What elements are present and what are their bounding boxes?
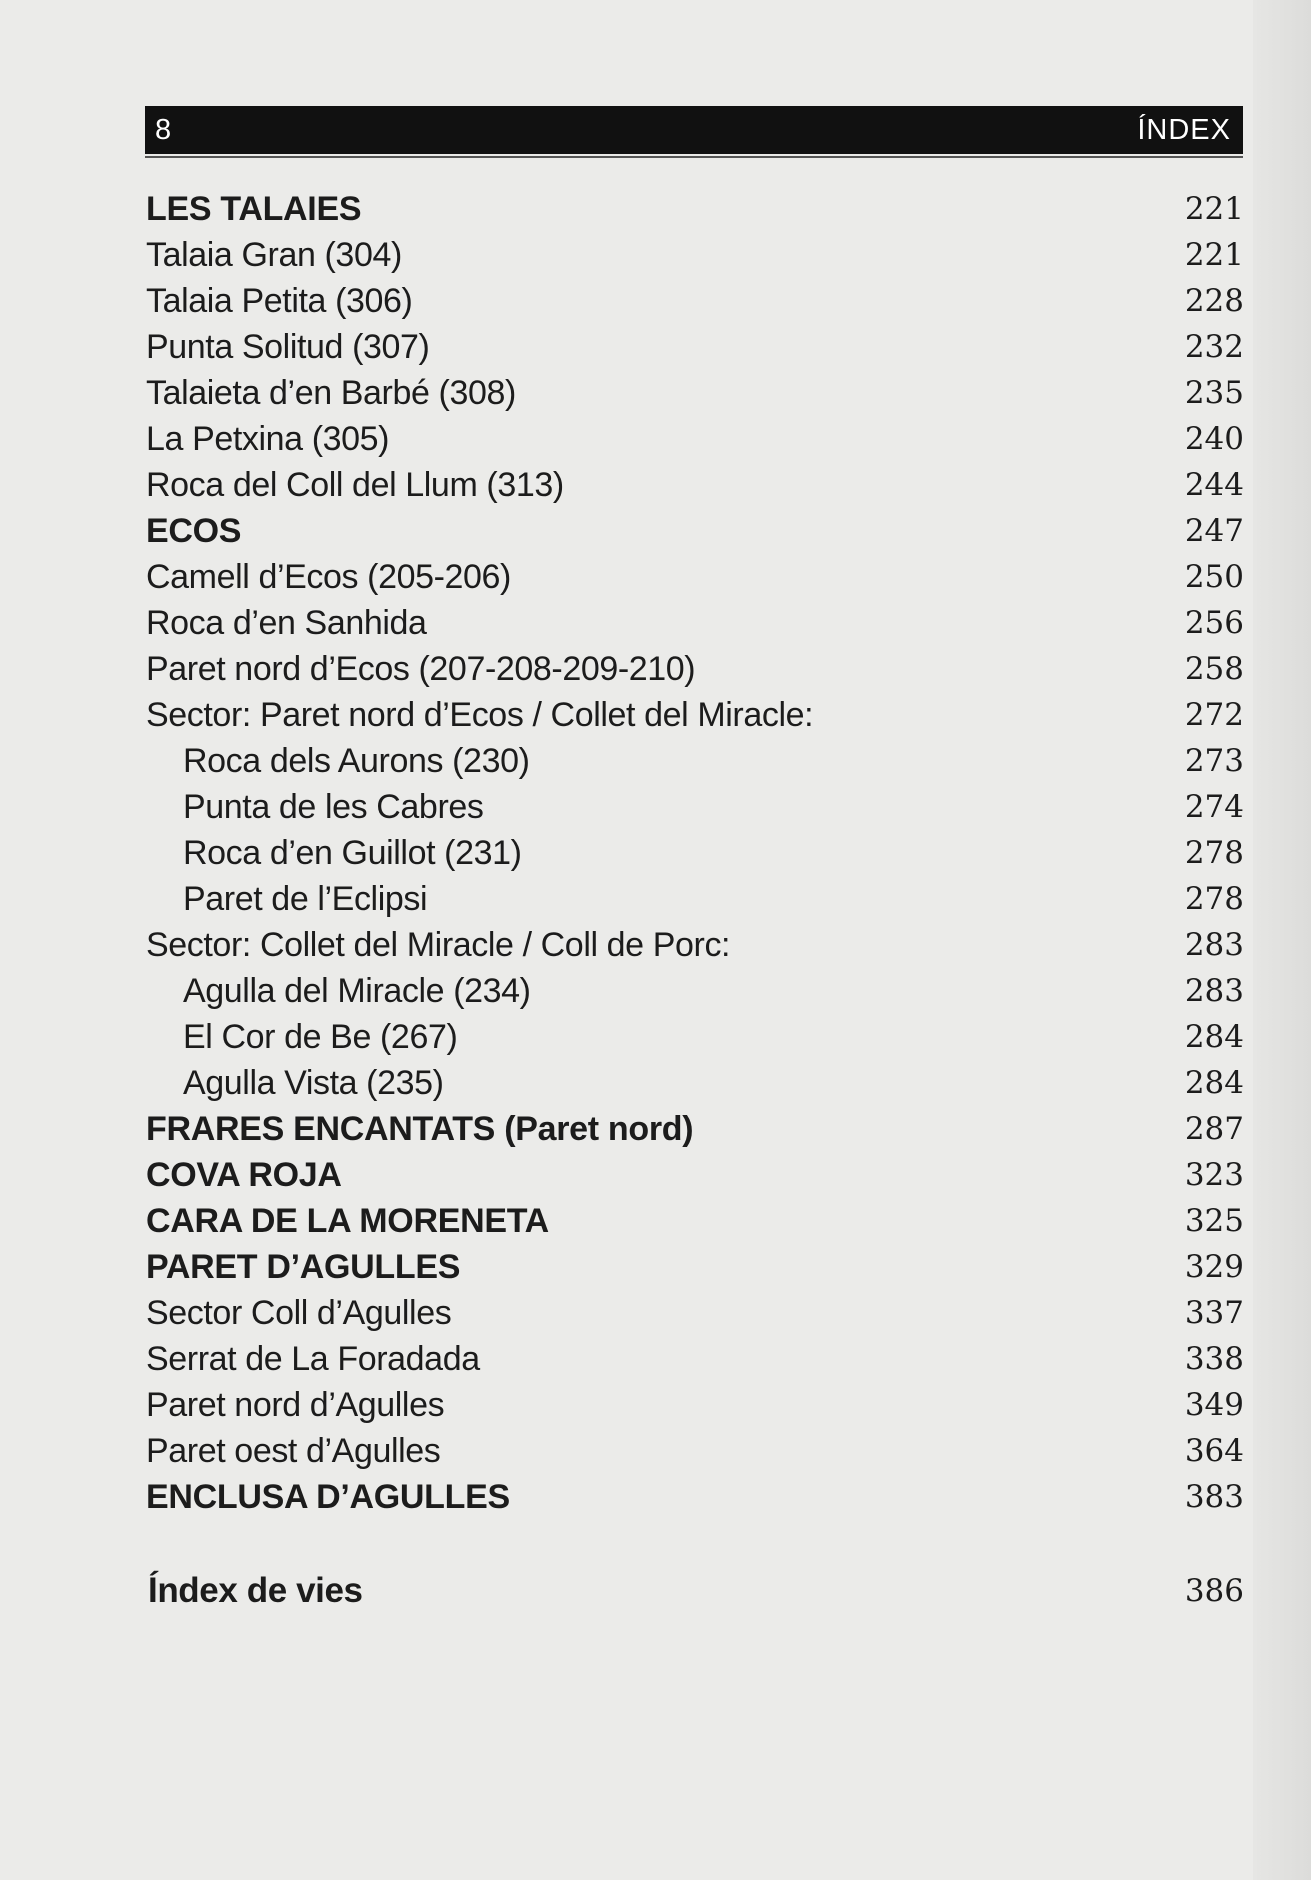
toc-entry[interactable]: [146, 1336, 1246, 1382]
toc-entry-title: LES TALAIES: [146, 190, 362, 228]
page-number: 8: [155, 113, 173, 146]
toc-entry-page: 240: [1184, 421, 1244, 457]
toc-entry[interactable]: [146, 186, 1246, 232]
toc-entry[interactable]: [146, 1014, 1246, 1060]
toc-entry-title: COVA ROJA: [146, 1156, 342, 1194]
toc-entry-title: Camell d’Ecos (205-206): [146, 558, 511, 596]
toc-entry-title: Talaia Gran (304): [146, 236, 402, 274]
index-of-routes-entry: [148, 1568, 1246, 1614]
toc-entry-page: 258: [1184, 651, 1244, 687]
toc-entry-page: 278: [1184, 835, 1244, 871]
toc-entry-title: Roca del Coll del Llum (313): [146, 466, 564, 504]
toc-entry[interactable]: [146, 370, 1246, 416]
toc-entry-page: 323: [1184, 1157, 1244, 1193]
toc-entry-page: 221: [1184, 237, 1244, 273]
toc-entry-title: FRARES ENCANTATS (Paret nord): [146, 1110, 694, 1148]
toc-entry[interactable]: [146, 922, 1246, 968]
toc-entry-page: 283: [1184, 973, 1244, 1009]
table-of-contents: [146, 186, 1246, 1520]
toc-entry-title: Sector: Collet del Miracle / Coll de Porc:: [146, 926, 731, 964]
toc-entry-page: 284: [1184, 1019, 1244, 1055]
toc-entry-page: 283: [1184, 927, 1244, 963]
toc-entry-title: Sector: Paret nord d’Ecos / Collet del Miracle:: [146, 696, 814, 734]
toc-entry-page: 364: [1184, 1433, 1244, 1469]
toc-entry-page: 287: [1184, 1111, 1244, 1147]
toc-entry-page: 250: [1184, 559, 1244, 595]
toc-entry-title: ECOS: [146, 512, 242, 550]
toc-entry-title: La Petxina (305): [146, 420, 390, 458]
toc-entry[interactable]: [146, 1198, 1246, 1244]
toc-entry[interactable]: [146, 738, 1246, 784]
toc-entry-title: Paret nord d’Ecos (207-208-209-210): [146, 650, 696, 688]
toc-entry-page: 256: [1184, 605, 1244, 641]
toc-entry-page: 272: [1184, 697, 1244, 733]
toc-entry[interactable]: [146, 1290, 1246, 1336]
toc-entry[interactable]: [146, 876, 1246, 922]
toc-entry-title: PARET D’AGULLES: [146, 1248, 461, 1286]
toc-entry-page: 221: [1184, 191, 1244, 227]
toc-entry-page: 232: [1184, 329, 1244, 365]
toc-entry[interactable]: [146, 554, 1246, 600]
toc-entry-title: El Cor de Be (267): [183, 1018, 458, 1056]
toc-entry[interactable]: [146, 324, 1246, 370]
toc-entry-title: Paret oest d’Agulles: [146, 1432, 441, 1470]
toc-entry-title: Serrat de La Foradada: [146, 1340, 480, 1378]
toc-entry[interactable]: [146, 830, 1246, 876]
toc-entry[interactable]: [146, 462, 1246, 508]
toc-entry-page: 235: [1184, 375, 1244, 411]
toc-entry-page: 244: [1184, 467, 1244, 503]
toc-entry[interactable]: [146, 1106, 1246, 1152]
header-rule: [145, 156, 1243, 158]
toc-entry-title: Paret de l’Eclipsi: [183, 880, 428, 918]
toc-entry[interactable]: [146, 1152, 1246, 1198]
toc-entry-page: 337: [1184, 1295, 1244, 1331]
toc-entry-page: 386: [1184, 1573, 1244, 1609]
toc-entry-title: Roca d’en Sanhida: [146, 604, 427, 642]
toc-entry-page: 349: [1184, 1387, 1244, 1423]
toc-entry[interactable]: [146, 232, 1246, 278]
toc-entry-title: Punta de les Cabres: [183, 788, 484, 826]
toc-entry[interactable]: [146, 1060, 1246, 1106]
toc-entry[interactable]: [146, 968, 1246, 1014]
toc-entry-page: 383: [1184, 1479, 1244, 1515]
toc-entry[interactable]: [146, 600, 1246, 646]
toc-entry[interactable]: [146, 646, 1246, 692]
toc-entry[interactable]: [146, 278, 1246, 324]
toc-entry-title: Punta Solitud (307): [146, 328, 430, 366]
toc-entry[interactable]: [146, 1474, 1246, 1520]
toc-entry-page: 325: [1184, 1203, 1244, 1239]
toc-entry-title: Agulla del Miracle (234): [183, 972, 531, 1010]
page-edge-shadow: [1253, 0, 1311, 1880]
toc-entry-page: 329: [1184, 1249, 1244, 1285]
toc-entry[interactable]: [146, 1382, 1246, 1428]
toc-entry-title: Talaia Petita (306): [146, 282, 413, 320]
toc-entry[interactable]: [146, 1244, 1246, 1290]
toc-entry-page: 284: [1184, 1065, 1244, 1101]
toc-entry-title: Paret nord d’Agulles: [146, 1386, 445, 1424]
toc-entry-page: 338: [1184, 1341, 1244, 1377]
toc-entry-title: Índex de vies: [148, 1571, 363, 1610]
toc-entry-page: 247: [1184, 513, 1244, 549]
running-header: [145, 106, 1243, 154]
toc-entry-page: 274: [1184, 789, 1244, 825]
toc-entry-page: 278: [1184, 881, 1244, 917]
toc-entry-title: Agulla Vista (235): [183, 1064, 444, 1102]
section-title: ÍNDEX: [1137, 113, 1231, 146]
toc-entry-title: Talaieta d’en Barbé (308): [146, 374, 516, 412]
toc-entry-title: Roca d’en Guillot (231): [183, 834, 522, 872]
toc-entry-title: ENCLUSA D’AGULLES: [146, 1478, 510, 1516]
toc-entry[interactable]: [146, 692, 1246, 738]
toc-entry-title: Roca dels Aurons (230): [183, 742, 530, 780]
toc-entry[interactable]: [146, 1428, 1246, 1474]
toc-entry-title: CARA DE LA MORENETA: [146, 1202, 549, 1240]
toc-entry-page: 228: [1184, 283, 1244, 319]
toc-entry-title: Sector Coll d’Agulles: [146, 1294, 452, 1332]
toc-entry[interactable]: [146, 508, 1246, 554]
toc-entry[interactable]: [146, 416, 1246, 462]
toc-entry[interactable]: [146, 784, 1246, 830]
toc-entry-page: 273: [1184, 743, 1244, 779]
toc-entry-final[interactable]: [148, 1568, 1246, 1614]
